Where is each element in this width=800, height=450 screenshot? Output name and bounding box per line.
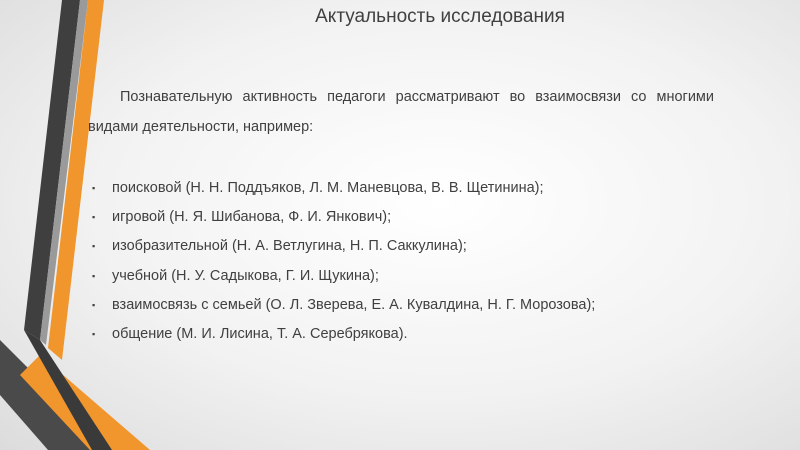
bullet-icon: ▪ [92, 212, 96, 223]
bullet-icon: ▪ [92, 329, 96, 340]
list-item [88, 262, 728, 291]
list-item [88, 291, 728, 320]
list-item [88, 232, 728, 261]
list-item-text: игровой (Н. Я. Шибанова, Ф. И. Янкович); [112, 209, 392, 226]
activity-list [88, 174, 728, 349]
list-item-text: учебной (Н. У. Садыкова, Г. И. Щукина); [112, 267, 379, 284]
list-item-text: общение (М. И. Лисина, Т. А. Серебрякова). [112, 326, 408, 343]
list-item-text: взаимосвязь с семьей (О. Л. Зверева, Е. А. Кувалдина, Н. Г. Морозова); [112, 296, 596, 313]
bullet-icon: ▪ [92, 241, 96, 252]
intro-paragraph: Познавательную активность педагоги рассматривают во взаимосвязи со многими видами деятельности, например: [88, 89, 714, 135]
list-item-text: изобразительной (Н. А. Ветлугина, Н. П. Саккулина); [112, 238, 467, 255]
list-item [88, 320, 728, 349]
list-item [88, 203, 728, 232]
bullet-icon: ▪ [92, 270, 96, 281]
slide-title: Актуальность исследования [315, 6, 565, 27]
list-item-text: поисковой (Н. Н. Поддъяков, Л. М. Маневцова, В. В. Щетинина); [112, 180, 544, 196]
list-item [88, 174, 728, 203]
bullet-icon: ▪ [92, 299, 96, 310]
bullet-icon: ▪ [92, 183, 96, 193]
